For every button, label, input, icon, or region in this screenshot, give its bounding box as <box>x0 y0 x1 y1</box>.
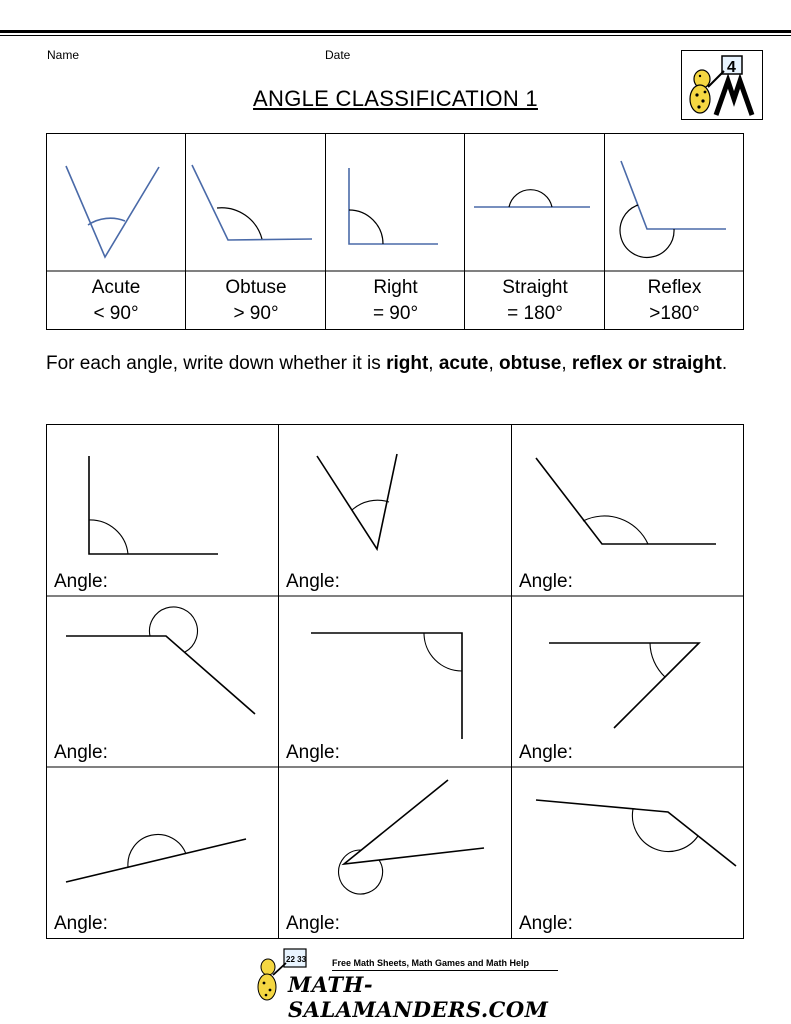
page-title: ANGLE CLASSIFICATION 1 <box>253 86 538 111</box>
answer-label-5[interactable]: Angle: <box>286 742 340 763</box>
angle-5-arc <box>424 633 462 671</box>
footer-brand-banner <box>250 945 560 1022</box>
reference-straight-name: Straight <box>502 277 568 298</box>
answer-label-8[interactable]: Angle: <box>286 913 340 934</box>
angle-6-arc <box>650 643 665 677</box>
angle-8-arc <box>339 850 383 894</box>
salamander-logo <box>681 50 763 120</box>
answer-label-9[interactable]: Angle: <box>519 913 573 934</box>
answer-label-4[interactable]: Angle: <box>54 742 108 763</box>
angle-7-arc <box>128 834 186 867</box>
reference-reflex-rule: >180° <box>649 303 700 324</box>
reference-straight-rule: = 180° <box>507 303 563 324</box>
reference-obtuse <box>186 275 326 327</box>
angle-1-arc <box>89 520 128 554</box>
reference-acute-rule: < 90° <box>93 303 139 324</box>
angle-8-lines <box>344 780 484 864</box>
reference-reflex <box>605 275 744 327</box>
angle-1-lines <box>89 456 218 554</box>
reference-acute-name: Acute <box>91 277 141 298</box>
reference-right-name: Right <box>373 277 418 298</box>
instruction-text: For each angle, write down whether it is right, acute, obtuse, reflex or straight. <box>46 353 728 374</box>
reference-obtuse-name: Obtuse <box>225 277 287 298</box>
top-rule <box>0 30 791 33</box>
keyword-right: right <box>386 353 429 374</box>
angle-9-lines <box>536 800 736 866</box>
angle-6-lines <box>549 643 699 728</box>
top-rule-thin <box>0 35 791 36</box>
answer-label-3[interactable]: Angle: <box>519 571 573 592</box>
angle-4-arc <box>149 607 197 652</box>
reference-reflex-name: Reflex <box>647 277 702 298</box>
name-label: Name <box>47 48 80 62</box>
answer-label-7[interactable]: Angle: <box>54 913 108 934</box>
angle-3-arc <box>583 516 648 544</box>
keyword-acute: acute <box>438 353 489 374</box>
date-label: Date <box>325 48 351 62</box>
reference-table <box>46 133 744 330</box>
footer-tagline: Free Math Sheets, Math Games and Math Help <box>332 958 530 968</box>
footer-rule <box>332 970 558 971</box>
reference-right <box>326 275 465 327</box>
angle-9-arc <box>632 809 698 851</box>
reference-straight <box>465 275 605 327</box>
svg-text:22 33: 22 33 <box>286 955 307 964</box>
angle-exercise-grid <box>46 424 744 939</box>
logo-number: 4 <box>727 59 736 76</box>
footer-brand-text[interactable]: MATH-SALAMANDERS.COM <box>288 972 549 1022</box>
reference-obtuse-rule: > 90° <box>233 303 279 324</box>
keyword-reflex-straight: reflex or straight <box>571 353 722 374</box>
keyword-obtuse: obtuse <box>499 353 562 374</box>
angle-2-arc <box>352 500 389 510</box>
answer-label-6[interactable]: Angle: <box>519 742 573 763</box>
angle-4-lines <box>66 636 255 714</box>
answer-label-2[interactable]: Angle: <box>286 571 340 592</box>
angle-3-lines <box>536 458 716 544</box>
reference-acute <box>46 275 186 327</box>
angle-5-lines <box>311 633 462 739</box>
answer-label-1[interactable]: Angle: <box>54 571 108 592</box>
reference-right-rule: = 90° <box>372 303 419 324</box>
angle-7-line <box>66 839 246 882</box>
